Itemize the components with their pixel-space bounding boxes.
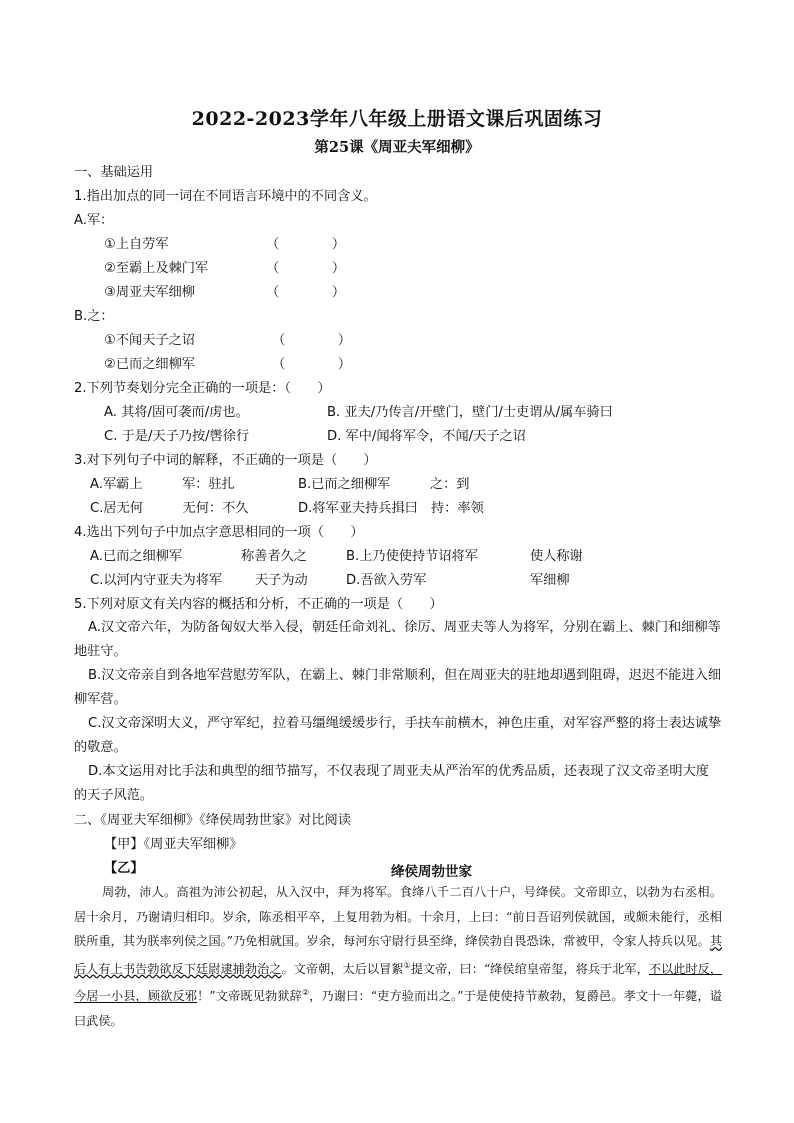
q4-option-d1: D.吾欲入劳军 [346, 573, 427, 588]
answer-paren: （ ） [272, 357, 352, 372]
underlined-sentence: 不以此时反，今居一小县，顾欲反邪 [74, 961, 723, 1004]
q1-a-label: A.军： [74, 213, 114, 228]
page-title: 2022-2023学年八年级上册语文课后巩固练习 [191, 108, 603, 130]
passage-text: ！”文帝既见勃狱辞 [197, 989, 302, 1004]
q4-option-d2: 军细柳 [530, 573, 570, 588]
q2-option-c: C. 于是/天子乃按/辔徐行 [104, 429, 250, 444]
q3-option-b: B.已而之细柳军 之：到 [298, 477, 470, 492]
passage-text: ，乃谢曰：“吏方验而出之。”于是使使持节赦勃，复爵邑。孝文十一年薨，谥曰武侯。 [74, 989, 722, 1029]
q5-option-c: C.汉文帝深明大义，严守军纪，拉着马缰绳缓缓步行，手扶车前横木，神色庄重，对军容严整的将士表达诚挚的敬意。 [74, 716, 722, 755]
q1-a-item-1: ①上自劳军 [104, 237, 169, 252]
lesson-subtitle: 第25课《周亚夫军细柳》 [314, 139, 480, 156]
q3-stem: 3.对下列句子中词的解释，不正确的一项是（ ） [74, 453, 377, 468]
q5-option-a: A.汉文帝六年，为防备匈奴大举入侵，朝廷任命刘礼、徐厉、周亚夫等人为将军，分别在霸上、棘门和细柳等地驻守。 [74, 620, 721, 659]
q5-stem: 5.下列对原文有关内容的概括和分析，不正确的一项是（ ） [74, 597, 443, 612]
passage-jia-label: 【甲】《周亚夫军细柳》 [104, 837, 243, 852]
section-heading-1: 一、基础运用 [74, 165, 154, 180]
q1-a-item-3: ③周亚夫军细柳 [104, 285, 195, 300]
q4-option-b2: 使人称谢 [530, 549, 583, 564]
q5-option-d: D.本文运用对比手法和典型的细节描写，不仅表现了周亚夫从严治军的优秀品质，还表现了汉文帝圣明大度的天子风范。 [74, 764, 709, 803]
wavy-underlined-sentence: 其后人有上书告勃欲反下廷尉逮捕勃治之 [74, 934, 722, 976]
q2-stem: 2.下列节奏划分完全正确的一项是：（ ） [74, 381, 331, 396]
q4-option-a2: 称善者久之 [241, 549, 307, 564]
answer-paren: （ ） [266, 261, 346, 276]
answer-paren: （ ） [266, 237, 346, 252]
passage-yi-title: 绛侯周勃世家 [391, 864, 472, 880]
q1-stem: 1.指出加点的同一词在不同语言环境中的不同含义。 [74, 189, 377, 204]
q4-option-c1: C.以河内守亚夫为将军 [90, 573, 223, 588]
section-heading-2: 二、《周亚夫军细柳》《绛侯周勃世家》对比阅读 [74, 813, 351, 828]
footnote-marker: ② [301, 988, 310, 998]
q1-a-item-2: ②至霸上及棘门军 [104, 261, 209, 276]
q2-option-d: D. 军中/闻将军令，不闻/天子之诏 [327, 429, 526, 444]
q1-b-item-2: ②已而之细柳军 [104, 357, 195, 372]
q3-option-d: D.将军亚夫持兵揖曰 持：率领 [298, 501, 484, 516]
q1-b-label: B.之： [74, 309, 114, 324]
q4-option-b1: B.上乃使使持节诏将军 [346, 549, 478, 564]
footnote-marker: ① [403, 960, 411, 970]
q1-b-item-1: ①不闻天子之诏 [104, 333, 195, 348]
answer-paren: （ ） [266, 285, 346, 300]
passage-text: 周勃，沛人。高祖为沛公初起，从入汉中，拜为将军。食绛八千二百八十户，号绛侯。文帝即立，以勃为右丞相。居十余月，乃谢请归相印。岁余，陈丞相平卒，上复用勃为相。十余月，上曰：“前日吾诏列侯就国，或颇未能行，丞相朕所重，其为朕率列侯之国。”乃免相就国。岁余，每河东守尉行县至绛，绛侯勃自畏恐诛，常被甲，令家人持兵以见。 [74, 885, 722, 949]
q5-option-b: B.汉文帝亲自到各地军营慰劳军队，在霸上、棘门非常顺利，但在周亚夫的驻地却遇到阻碍，迟迟不能进入细柳军营。 [74, 668, 722, 707]
q4-option-c2: 天子为动 [255, 573, 308, 588]
q2-option-a: A. 其将/固可袭而/虏也。 [104, 405, 249, 420]
classical-passage [74, 880, 722, 1034]
passage-text: 提文帝，曰：“绛侯绾皇帝玺，将兵于北军， [410, 961, 649, 976]
q3-option-a: A.军霸上 军：驻扎 [90, 477, 235, 492]
q2-option-b: B. 亚夫/乃传言/开壁门，壁门/士吏谓从/属车骑曰 [327, 405, 613, 420]
passage-text: 。文帝朝，太后以冒絮 [281, 961, 404, 976]
answer-paren: （ ） [272, 333, 352, 348]
q4-stem: 4.选出下列句子中加点字意思相同的一项（ ） [74, 525, 364, 540]
passage-yi-label: 【乙】 [104, 861, 144, 876]
q4-option-a1: A.已而之细柳军 [90, 549, 183, 564]
q3-option-c: C.居无何 无何：不久 [90, 501, 249, 516]
